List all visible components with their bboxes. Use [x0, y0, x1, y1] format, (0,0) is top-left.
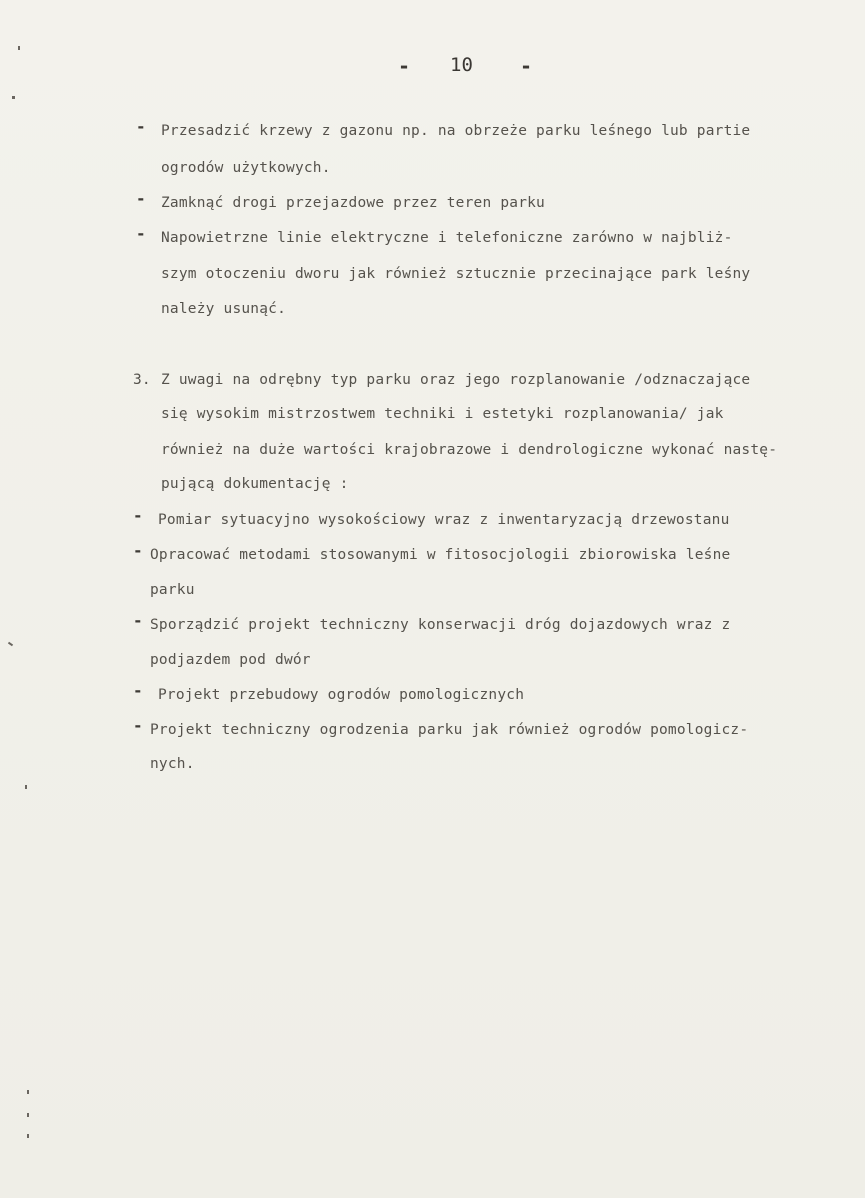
list-item-line: ogrodów użytkowych. — [161, 160, 331, 176]
scan-mark — [25, 785, 27, 789]
list-item-line: Projekt techniczny ogrodzenia parku jak również ogrodów pomologicz- — [150, 722, 749, 738]
page-number: 10 — [450, 54, 473, 76]
list-item-line: Pomiar sytuacyjno wysokościowy wraz z inwentaryzacją drzewostanu — [158, 512, 730, 528]
list-item-line: Przesadzić krzewy z gazonu np. na obrzeże parku leśnego lub partie — [161, 123, 751, 139]
section-paragraph-line: pującą dokumentację : — [161, 476, 349, 492]
bullet-marker: - — [133, 541, 143, 560]
scan-mark — [27, 1090, 29, 1094]
list-item-line: Projekt przebudowy ogrodów pomologicznych — [158, 687, 525, 703]
list-item-line: Sporządzić projekt techniczny konserwacji dróg dojazdowych wraz z — [150, 617, 731, 633]
bullet-marker: - — [133, 611, 143, 630]
list-item-line: Zamknąć drogi przejazdowe przez teren parku — [161, 195, 545, 211]
list-item-line: Opracować metodami stosowanymi w fitosocjologii zbiorowiska leśne — [150, 547, 731, 563]
header-dash-right: - — [520, 54, 533, 78]
scan-mark — [27, 1113, 29, 1117]
section-paragraph-line: również na duże wartości krajobrazowe i dendrologiczne wykonać nastę- — [161, 442, 778, 458]
bullet-marker: - — [133, 506, 143, 525]
section-paragraph-line: Z uwagi na odrębny typ parku oraz jego rozplanowanie /odznaczające — [161, 372, 751, 388]
scan-mark — [12, 96, 15, 99]
scan-mark — [8, 642, 13, 647]
list-item-line: należy usunąć. — [161, 301, 287, 317]
list-item-line: nych. — [150, 756, 195, 772]
list-item-line: Napowietrzne linie elektryczne i telefoniczne zarówno w najbliż- — [161, 230, 733, 246]
page-header — [0, 54, 865, 84]
scan-mark — [27, 1134, 29, 1138]
bullet-marker: - — [133, 716, 143, 735]
bullet-marker: - — [136, 189, 146, 208]
section-number: 3. — [133, 372, 151, 388]
list-item-line: podjazdem pod dwór — [150, 652, 311, 668]
bullet-marker: - — [136, 224, 146, 243]
section-paragraph-line: się wysokim mistrzostwem techniki i estetyki rozplanowania/ jak — [161, 406, 724, 422]
header-dash-left: - — [398, 54, 411, 78]
list-item-line: parku — [150, 582, 195, 598]
scan-mark — [18, 46, 20, 50]
bullet-marker: - — [133, 681, 143, 700]
list-item-line: szym otoczeniu dworu jak również sztucznie przecinające park leśny — [161, 266, 751, 282]
bullet-marker: - — [136, 117, 146, 136]
